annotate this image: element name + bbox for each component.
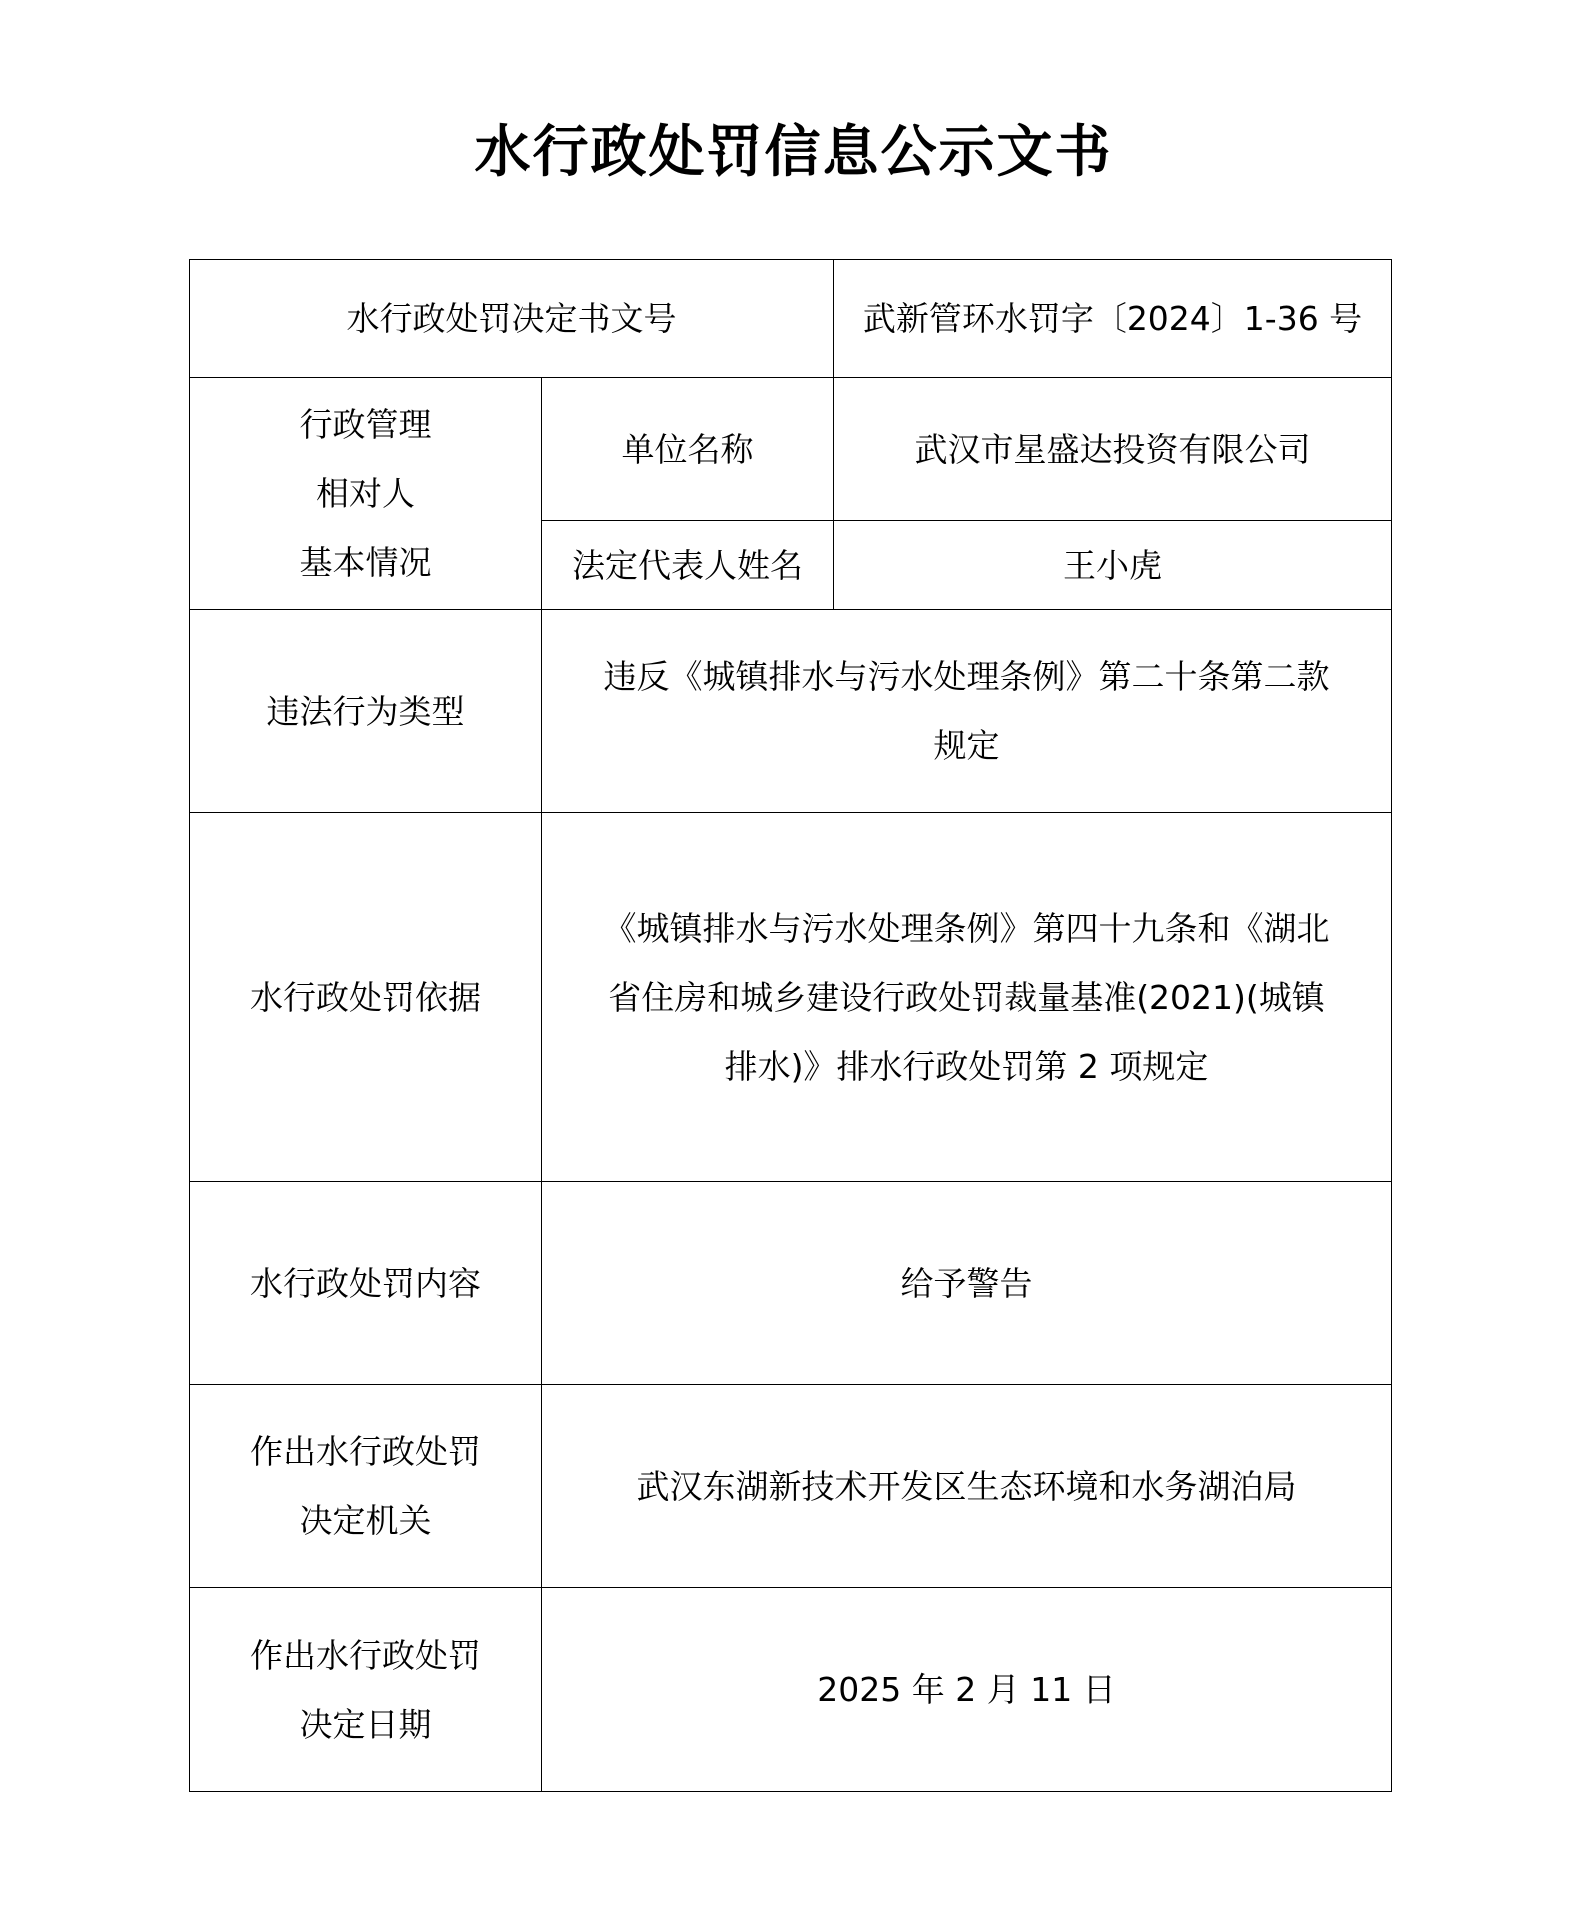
party-basic-info-label: [190, 378, 542, 610]
date-value: 2025 年 2 月 11 日: [542, 1588, 1392, 1792]
authority-label-line-1: 作出水行政处罚: [250, 1432, 481, 1471]
authority-label-line-2: 决定机关: [299, 1501, 432, 1540]
authority-value: 武汉东湖新技术开发区生态环境和水务湖泊局: [542, 1385, 1392, 1588]
basis-line-1: 《城镇排水与污水处理条例》第四十九条和《湖北: [603, 908, 1330, 948]
basis-line-3: 排水)》排水行政处罚第 2 项规定: [724, 1046, 1209, 1086]
table-row-date: [190, 1588, 1392, 1792]
party-label-line-1: 行政管理: [299, 405, 432, 444]
page-title: 水行政处罚信息公示文书: [474, 119, 1113, 185]
unit-name-value: 武汉市星盛达投资有限公司: [834, 378, 1392, 521]
date-label-line-2: 决定日期: [299, 1704, 432, 1744]
legal-rep-value: 王小虎: [834, 521, 1392, 610]
table-row-doc-number: [190, 260, 1392, 378]
doc-number-value: 武新管环水罚字〔2024〕1-36 号: [834, 260, 1392, 378]
table-row-unit-name: [190, 378, 1392, 521]
authority-label: [190, 1385, 542, 1588]
table-row-violation-type: [190, 610, 1392, 813]
basis-label: 水行政处罚依据: [190, 813, 542, 1182]
basis-value: [542, 813, 1392, 1182]
violation-type-line-1: 违反《城镇排水与污水处理条例》第二十条第二款: [603, 657, 1330, 696]
violation-type-label: 违法行为类型: [190, 610, 542, 813]
unit-name-label: 单位名称: [542, 378, 834, 521]
party-label-line-2: 相对人: [316, 474, 415, 513]
table-row-content: [190, 1182, 1392, 1385]
table-row-authority: [190, 1385, 1392, 1588]
basis-line-2: 省住房和城乡建设行政处罚裁量基准(2021)(城镇: [608, 977, 1325, 1017]
party-label-line-3: 基本情况: [299, 543, 432, 582]
date-label-line-1: 作出水行政处罚: [250, 1635, 481, 1675]
penalty-info-table: [189, 259, 1392, 1792]
table-row-basis: [190, 813, 1392, 1182]
content-value: 给予警告: [542, 1182, 1392, 1385]
legal-rep-label: 法定代表人姓名: [542, 521, 834, 610]
date-label: [190, 1588, 542, 1792]
doc-number-label: 水行政处罚决定书文号: [190, 260, 834, 378]
violation-type-value: [542, 610, 1392, 813]
content-label: 水行政处罚内容: [190, 1182, 542, 1385]
violation-type-line-2: 规定: [933, 726, 1000, 765]
